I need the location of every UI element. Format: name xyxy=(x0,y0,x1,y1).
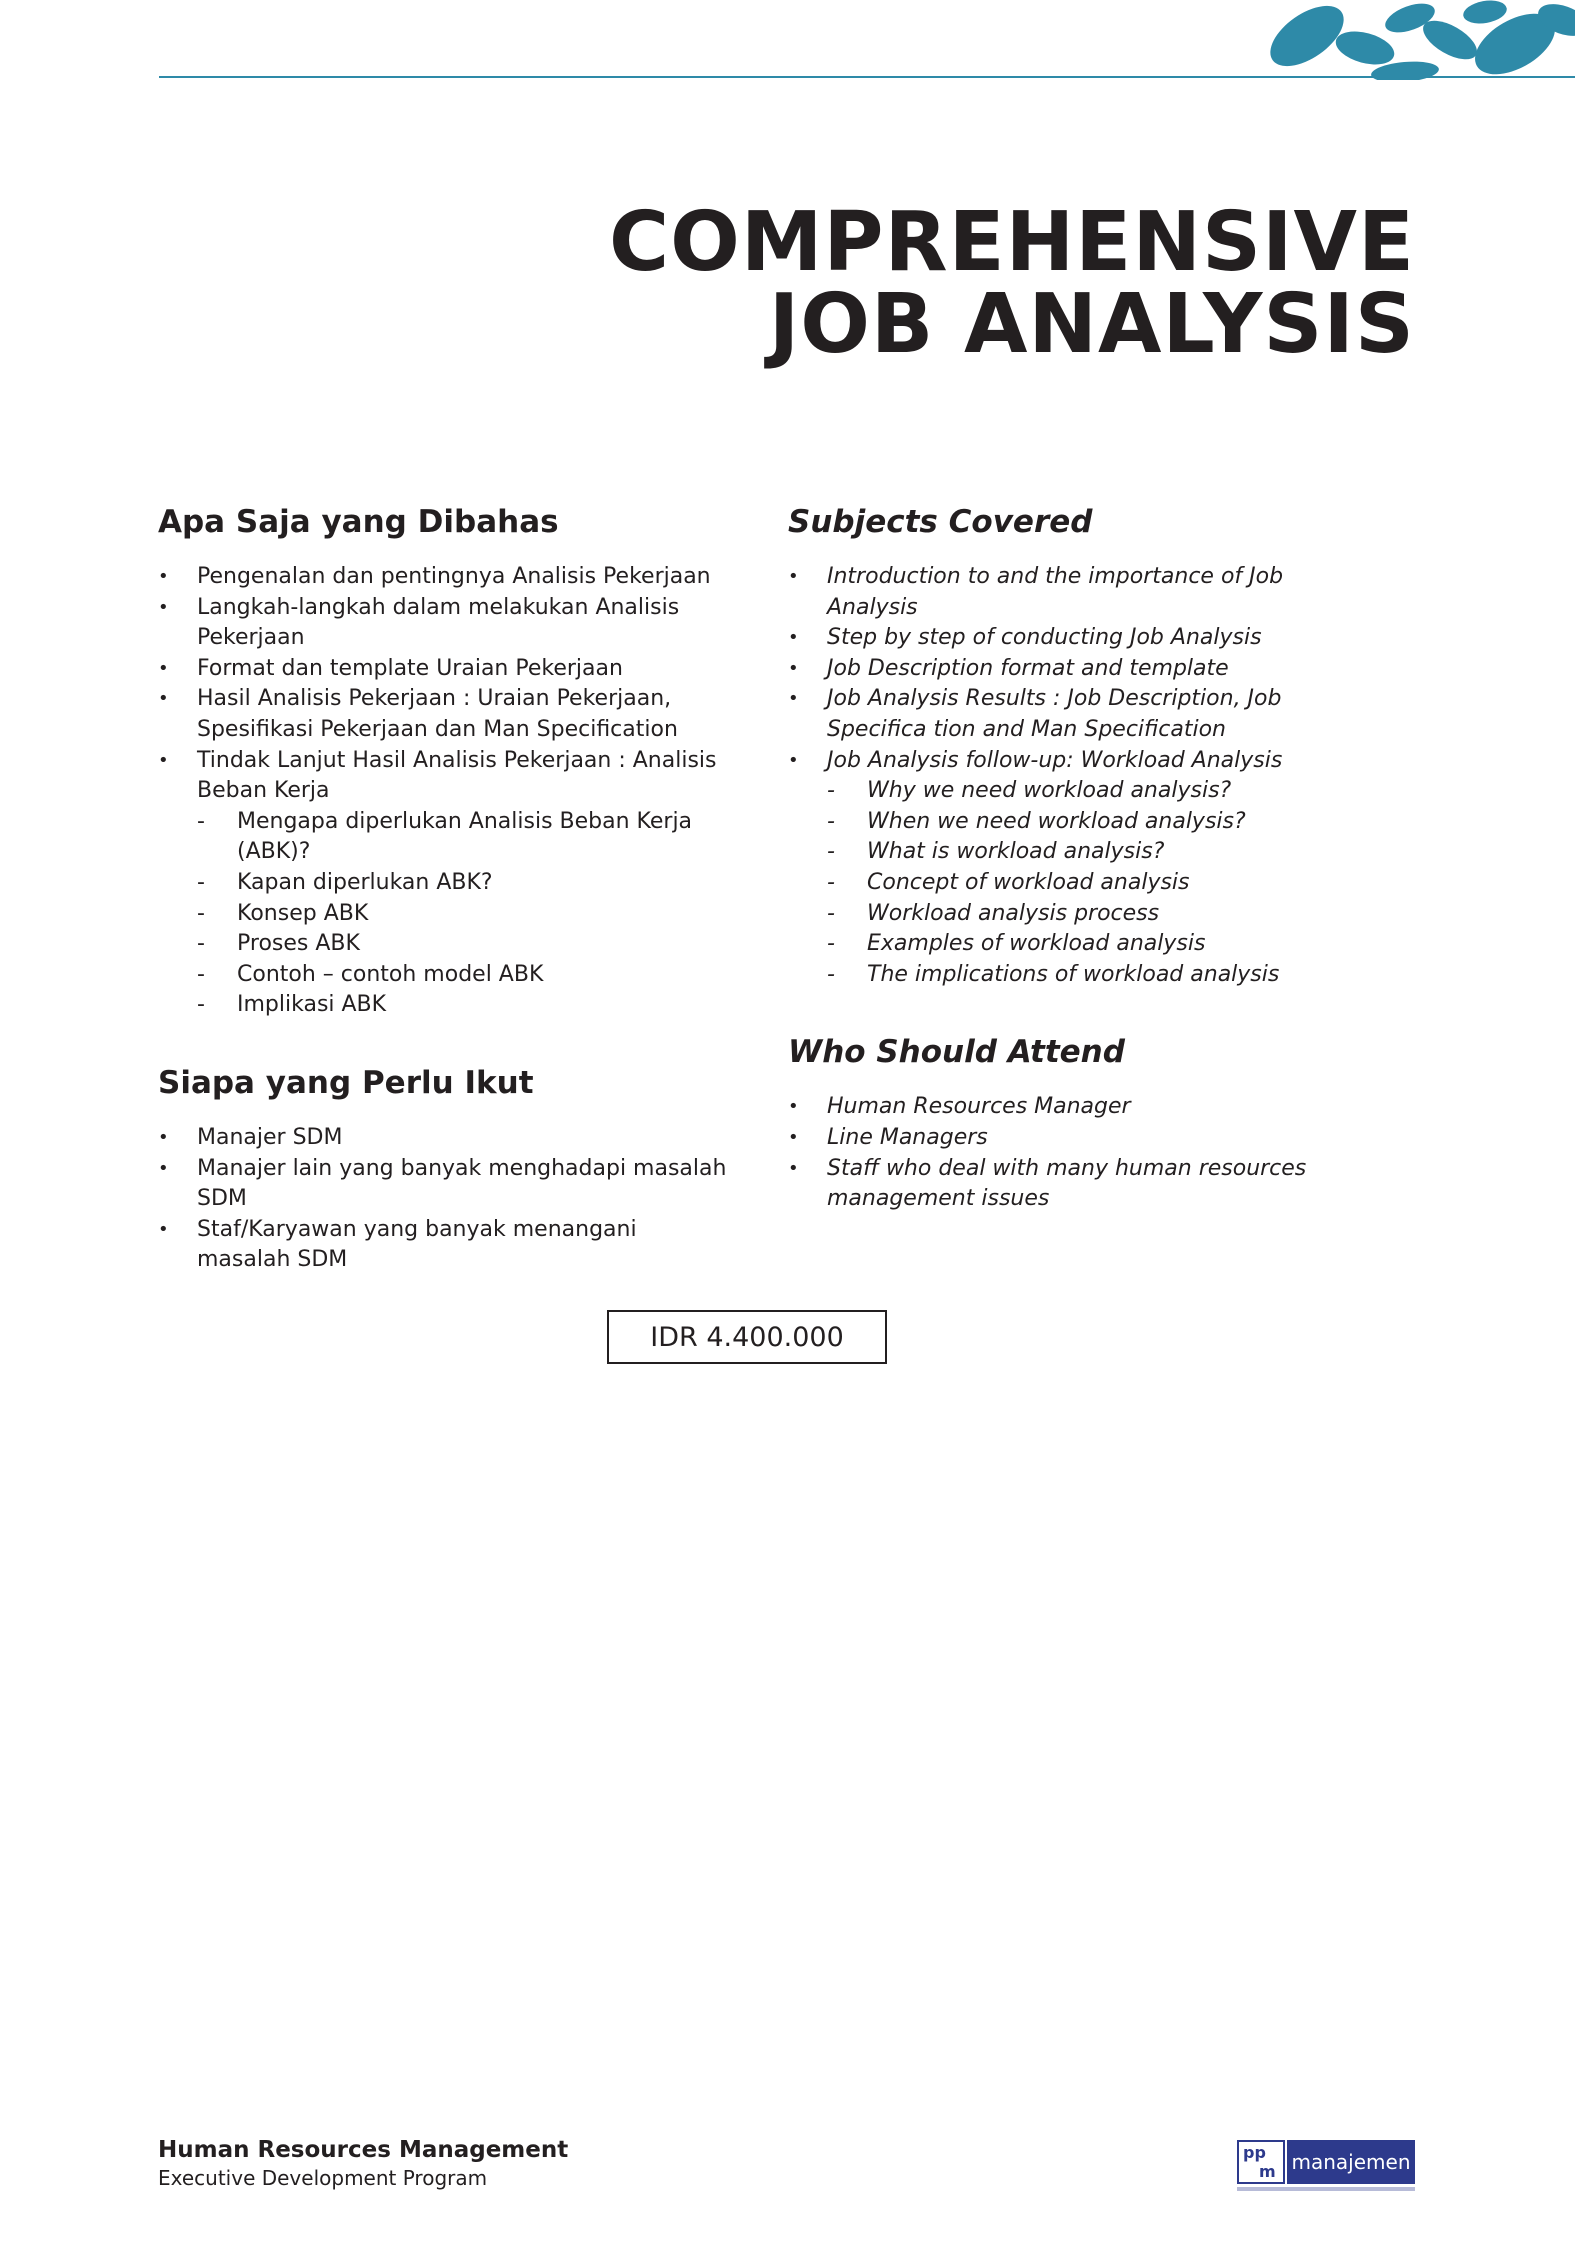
list-item: • Step by step of conducting Job Analysis xyxy=(788,623,1358,654)
footer-program: Human Resources Management xyxy=(158,2137,569,2163)
left-column xyxy=(158,500,728,1276)
sub-list-item: - Mengapa diperlukan Analisis Beban Kerja (ABK)? xyxy=(197,807,728,868)
list-item: • Human Resources Manager xyxy=(788,1092,1358,1123)
subjects-list xyxy=(158,562,728,1021)
list-item: • Staf/Karyawan yang banyak menangani masalah SDM xyxy=(158,1215,728,1276)
ppm-top: pp xyxy=(1243,2143,1266,2162)
sub-list-item: - When we need workload analysis? xyxy=(827,807,1358,838)
sub-list-item: - Concept of workload analysis xyxy=(827,868,1358,899)
list-item-text: Job Analysis follow-up: Workload Analysis xyxy=(827,747,1283,773)
list-item: • Manajer SDM xyxy=(158,1123,728,1154)
list-item: • Job Analysis Results : Job Description, Job Specifica tion and Man Specification xyxy=(788,684,1358,745)
price-box: IDR 4.400.000 xyxy=(607,1310,887,1364)
list-item: • Hasil Analisis Pekerjaan : Uraian Pekerjaan, Spesifikasi Pekerjaan dan Man Specification xyxy=(158,684,728,745)
list-item: • Format dan template Uraian Pekerjaan xyxy=(158,654,728,685)
sub-list-item: - Why we need workload analysis? xyxy=(827,776,1358,807)
right-column xyxy=(788,500,1358,1215)
list-item xyxy=(158,746,728,1021)
ppm-mark xyxy=(1237,2140,1285,2184)
list-item: • Langkah-langkah dalam melakukan Analisis Pekerjaan xyxy=(158,593,728,654)
logo-tagline-bar xyxy=(1237,2187,1415,2191)
section-heading: Apa Saja yang Dibahas xyxy=(158,504,559,540)
sub-list-item: - What is workload analysis? xyxy=(827,837,1358,868)
sub-list-item: - Implikasi ABK xyxy=(197,990,728,1021)
list-item: • Staff who deal with many human resources management issues xyxy=(788,1154,1358,1215)
list-item-text: Tindak Lanjut Hasil Analisis Pekerjaan : Analisis Beban Kerja xyxy=(197,747,717,804)
list-item: • Pengenalan dan pentingnya Analisis Pekerjaan xyxy=(158,562,728,593)
list-item: • Manajer lain yang banyak menghadapi masalah SDM xyxy=(158,1154,728,1215)
leaf-shape xyxy=(1332,26,1398,71)
list-item: • Line Managers xyxy=(788,1123,1358,1154)
leaf-decoration xyxy=(1245,0,1575,80)
sub-list xyxy=(827,776,1358,990)
leaf-shape xyxy=(1461,0,1508,27)
sub-list-item: - Examples of workload analysis xyxy=(827,929,1358,960)
ppm-bottom: m xyxy=(1259,2162,1276,2181)
ppm-manajemen-logo xyxy=(1237,2137,1415,2195)
section-heading: Who Should Attend xyxy=(788,1034,1125,1071)
title-line-2: JOB ANALYSIS xyxy=(768,277,1415,372)
sub-list-item: - Workload analysis process xyxy=(827,899,1358,930)
sub-list-item: - Konsep ABK xyxy=(197,899,728,930)
footer xyxy=(158,2135,568,2191)
sub-list-item: - Proses ABK xyxy=(197,929,728,960)
attendees-list xyxy=(788,1092,1358,1214)
attendees-list xyxy=(158,1123,728,1276)
list-item: • Introduction to and the importance of Job Analysis xyxy=(788,562,1358,623)
list-item: • Job Description format and template xyxy=(788,654,1358,685)
title-line-1: COMPREHENSIVE xyxy=(608,195,1415,290)
page-title xyxy=(608,195,1415,372)
sub-list xyxy=(197,807,728,1021)
section-heading: Subjects Covered xyxy=(788,504,1093,540)
sub-list-item: - Contoh – contoh model ABK xyxy=(197,960,728,991)
footer-subtitle: Executive Development Program xyxy=(158,2166,488,2190)
list-item xyxy=(788,746,1358,991)
sub-list-item: - Kapan diperlukan ABK? xyxy=(197,868,728,899)
sub-list-item: - The implications of workload analysis xyxy=(827,960,1358,991)
logo-wordmark: manajemen xyxy=(1287,2140,1415,2184)
subjects-list xyxy=(788,562,1358,990)
section-heading: Siapa yang Perlu Ikut xyxy=(158,1064,534,1101)
